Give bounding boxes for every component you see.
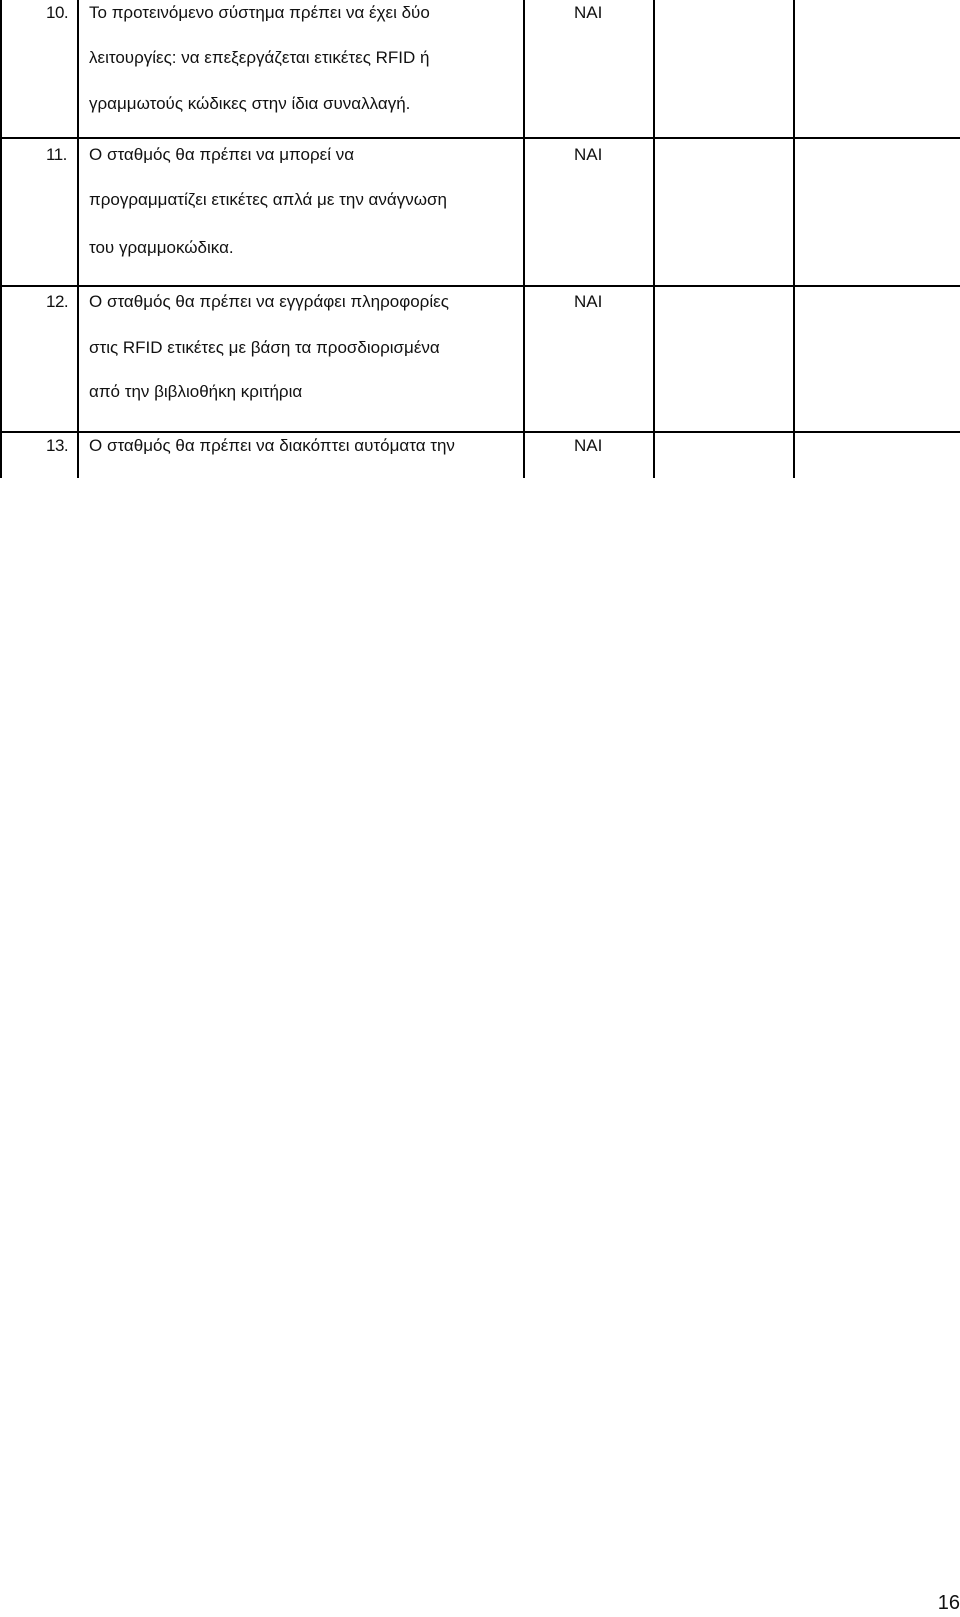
compliance-answer: ΝΑΙ — [574, 145, 603, 164]
requirement-text: Ο σταθμός θα πρέπει να διακόπτει αυτόματα την — [89, 436, 455, 455]
requirement-text: Ο σταθμός θα πρέπει να εγγράφει πληροφορίες — [89, 292, 449, 311]
row-number: 12. — [46, 292, 69, 311]
column-border — [653, 0, 655, 478]
column-border — [0, 0, 2, 478]
compliance-answer: ΝΑΙ — [574, 292, 603, 311]
row-number: 11. — [46, 145, 67, 164]
requirement-text: προγραμματίζει ετικέτες απλά με την ανάγνωση — [89, 190, 447, 209]
requirement-text: Ο σταθμός θα πρέπει να μπορεί να — [89, 145, 355, 164]
row-number: 10. — [46, 3, 69, 22]
requirement-text: του γραμμοκώδικα. — [89, 238, 234, 257]
column-border — [793, 0, 795, 478]
row-border — [0, 137, 960, 139]
row-border — [0, 431, 960, 433]
column-border — [77, 0, 79, 478]
compliance-answer: ΝΑΙ — [574, 436, 603, 455]
requirement-text: Το προτεινόμενο σύστημα πρέπει να έχει δύο — [89, 3, 430, 22]
requirement-text: από την βιβλιοθήκη κριτήρια — [89, 382, 303, 401]
specification-table — [0, 0, 960, 478]
compliance-answer: ΝΑΙ — [574, 3, 603, 22]
requirement-text: γραμμωτούς κώδικες στην ίδια συναλλαγή. — [89, 94, 411, 113]
row-number: 13. — [46, 436, 69, 455]
requirement-text: στις RFID ετικέτες με βάση τα προσδιορισμένα — [89, 338, 440, 357]
row-border — [0, 285, 960, 287]
requirement-text: λειτουργίες: να επεξεργάζεται ετικέτες RFID ή — [89, 48, 430, 67]
page-number: 16 — [937, 1592, 960, 1614]
column-border — [523, 0, 525, 478]
